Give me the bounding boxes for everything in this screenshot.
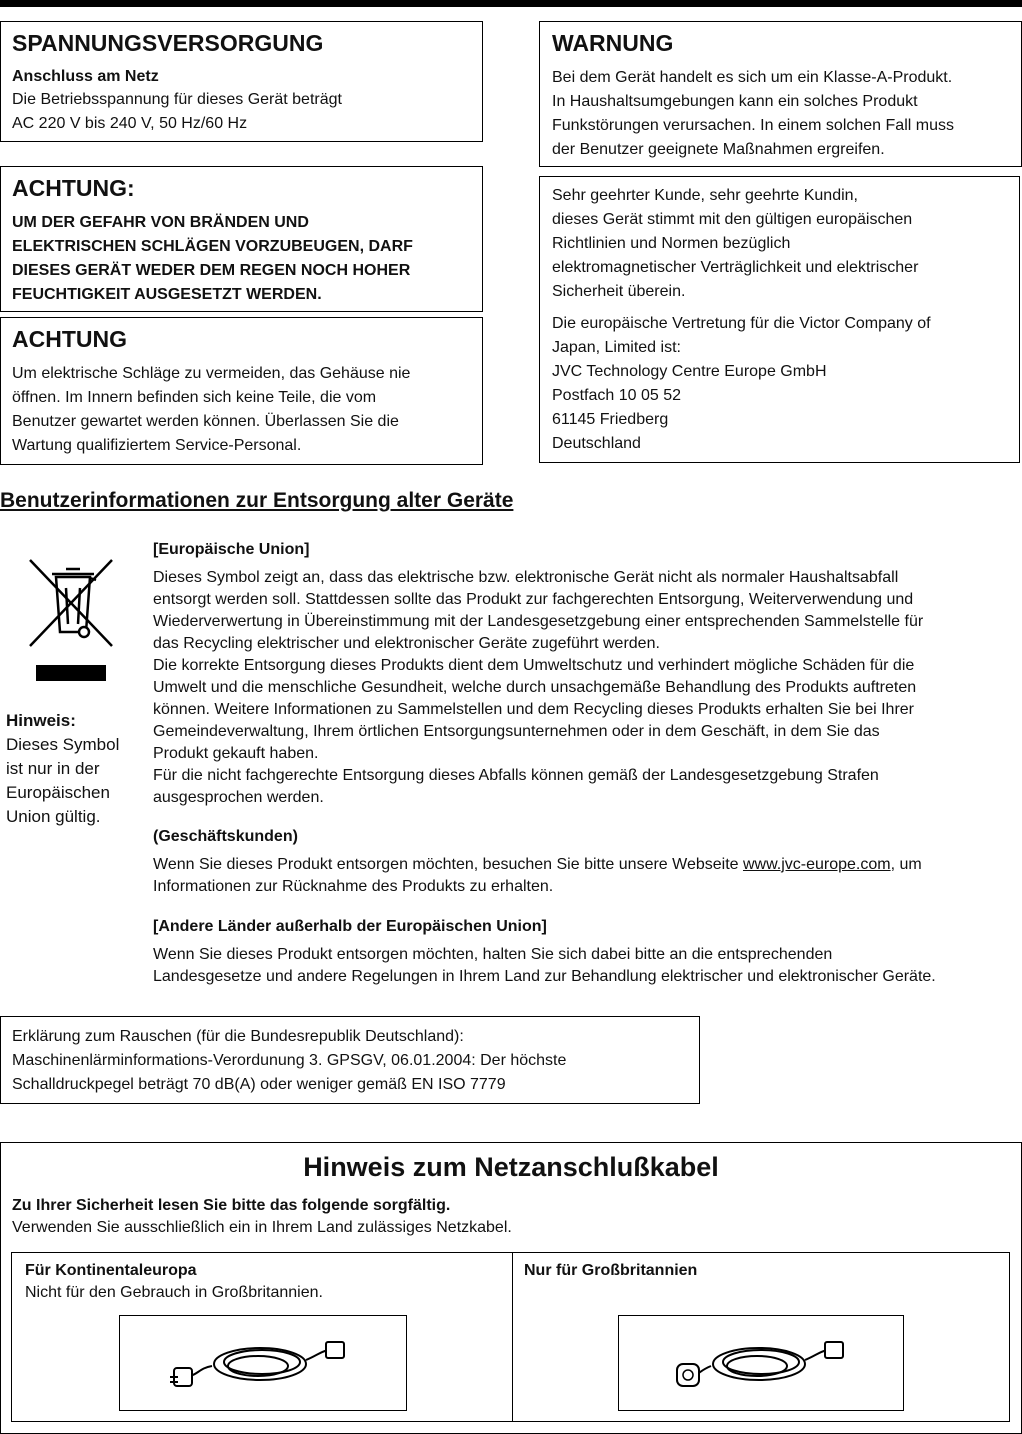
note-line: ist nur in der [6, 759, 100, 778]
eu-paragraph-line: das Recycling elektrischer und elektronischer Geräte zugeführt werden. [153, 635, 660, 652]
caution-fire-line: FEUCHTIGKEIT AUSGESETZT WERDEN. [12, 286, 322, 303]
customer-line: Richtlinien und Normen bezüglich [552, 235, 791, 252]
noise-declaration-box [0, 1016, 700, 1104]
other-countries-line: Wenn Sie dieses Produkt entsorgen möchten, halten Sie sich dabei bitte an die entsprechenden [153, 946, 833, 963]
caution-shock-box [0, 317, 483, 465]
customer-info-box [539, 176, 1020, 463]
eu-paragraph-line: Produkt gekauft haben. [153, 745, 319, 762]
caution-fire-title: ACHTUNG: [12, 175, 135, 201]
cable-col-continental [12, 1253, 513, 1421]
warning-line: In Haushaltsumgebungen kann ein solches Produkt [552, 93, 918, 110]
warning-line: Bei dem Gerät handelt es sich um ein Klasse-A-Produkt. [552, 69, 953, 86]
warning-box [539, 21, 1022, 167]
caution-fire-box [0, 166, 483, 312]
eu-paragraph-line: Für die nicht fachgerechte Entsorgung dieses Abfalls können gemäß der Landesgesetzgebung Strafen [153, 767, 879, 784]
disposal-note [6, 709, 146, 829]
warning-line: Funkstörungen verursachen. In einem solchen Fall muss [552, 117, 954, 134]
safety-line: Zu Ihrer Sicherheit lesen Sie bitte das folgende sorgfältig. [12, 1197, 451, 1214]
business-text: Wenn Sie dieses Produkt entsorgen möchten, besuchen Sie bitte unsere Webseite [153, 856, 743, 873]
power-supply-title: SPANNUNGSVERSORGUNG [12, 30, 324, 56]
warning-title: WARNUNG [552, 30, 674, 56]
continental-heading: Für Kontinentaleuropa [25, 1262, 197, 1279]
caution-shock-line: öffnen. Im Innern befinden sich keine Teile, die vom [12, 389, 377, 406]
business-line [153, 854, 1019, 876]
caution-fire-line: UM DER GEFAHR VON BRÄNDEN UND [12, 214, 309, 231]
representative-line: Die europäische Vertretung für die Victor Company of [552, 315, 931, 332]
note-line: Europäischen [6, 783, 110, 802]
representative-line: 61145 Friedberg [552, 411, 669, 428]
eu-power-cable-icon [119, 1315, 407, 1411]
other-countries-heading: [Andere Länder außerhalb der Europäischen Union] [153, 918, 547, 935]
disposal-body [153, 539, 1019, 988]
crossed-out-wheelie-bin-icon [26, 552, 116, 684]
representative-line: Deutschland [552, 435, 641, 452]
uk-power-cable-icon [618, 1315, 904, 1411]
power-supply-subtitle: Anschluss am Netz [12, 68, 159, 85]
eu-paragraph-line: ausgesprochen werden. [153, 789, 324, 806]
power-supply-line: Die Betriebsspannung für dieses Gerät beträgt [12, 91, 342, 108]
other-countries-line: Landesgesetze und andere Regelungen in Ihrem Land zur Behandlung elektrischer und elektronischer Geräte. [153, 968, 936, 985]
noise-line: Maschinenlärminformations-Verordunung 3. GPSGV, 06.01.2004: Der höchste [12, 1052, 567, 1069]
eu-heading: [Europäische Union] [153, 541, 310, 558]
eu-paragraph-line: Umwelt und die menschliche Gesundheit, welche durch unsachgemäße Behandlung des Produkts auftreten [153, 679, 917, 696]
caution-shock-line: Wartung qualifiziertem Service-Personal. [12, 437, 302, 454]
uk-heading: Nur für Großbritannien [524, 1262, 698, 1279]
power-cable-box [0, 1142, 1022, 1434]
caution-shock-line: Benutzer gewartet werden können. Überlassen Sie die [12, 413, 399, 430]
jvc-europe-link[interactable]: www.jvc-europe.com [742, 856, 891, 873]
note-label: Hinweis: [6, 711, 76, 730]
eu-paragraph-line: Dieses Symbol zeigt an, dass das elektrische bzw. elektronische Gerät nicht als normaler Haushaltsabfall [153, 569, 899, 586]
caution-shock-line: Um elektrische Schläge zu vermeiden, das Gehäuse nie [12, 365, 411, 382]
warning-line: der Benutzer geeignete Maßnahmen ergreifen. [552, 141, 885, 158]
caution-fire-line: DIESES GERÄT WEDER DEM REGEN NOCH HOHER [12, 262, 411, 279]
eu-paragraph-line: Gemeindeverwaltung, Ihrem örtlichen Entsorgungsunternehmen oder in dem Geschäft, in dem Sie das [153, 723, 880, 740]
eu-paragraph-line: können. Weitere Informationen zu Sammelstellen und dem Recycling dieses Produkts erhalten Sie bei Ihrer [153, 701, 914, 718]
eu-paragraph-line: entsorgt werden soll. Stattdessen sollte das Produkt zur fachgerechten Entsorgung, Weiterverwendung und [153, 591, 914, 608]
customer-line: Sehr geehrter Kunde, sehr geehrte Kundin, [552, 187, 858, 204]
power-cable-title: Hinweis zum Netzanschlußkabel [303, 1152, 719, 1182]
business-text-end: , um [890, 856, 922, 873]
caution-shock-title: ACHTUNG [12, 326, 127, 352]
customer-line: elektromagnetischer Verträglichkeit und elektrischer [552, 259, 919, 276]
power-supply-line: AC 220 V bis 240 V, 50 Hz/60 Hz [12, 115, 248, 132]
continental-text: Nicht für den Gebrauch in Großbritannien. [25, 1284, 323, 1301]
cable-table [11, 1252, 1010, 1422]
representative-line: Postfach 10 05 52 [552, 387, 681, 404]
noise-line: Schalldruckpegel beträgt 70 dB(A) oder weniger gemäß EN ISO 7779 [12, 1076, 506, 1093]
cable-col-uk [512, 1253, 1009, 1421]
disposal-section-title: Benutzerinformationen zur Entsorgung alter Geräte [0, 489, 514, 512]
eu-paragraph-line: Die korrekte Entsorgung dieses Produkts dient dem Umweltschutz und verhindert mögliche Schäden für die [153, 657, 915, 674]
customer-line: dieses Gerät stimmt mit den gültigen europäischen [552, 211, 913, 228]
representative-line: Japan, Limited ist: [552, 339, 681, 356]
business-heading: (Geschäftskunden) [153, 828, 298, 845]
customer-line: Sicherheit überein. [552, 283, 686, 300]
note-line: Dieses Symbol [6, 735, 120, 754]
caution-fire-line: ELEKTRISCHEN SCHLÄGEN VORZUBEUGEN, DARF [12, 238, 413, 255]
business-line-2: Informationen zur Rücknahme des Produkts zu erhalten. [153, 878, 554, 895]
noise-line: Erklärung zum Rauschen (für die Bundesrepublik Deutschland): [12, 1028, 464, 1045]
top-rule [0, 0, 1022, 7]
power-supply-box [0, 21, 483, 142]
eu-paragraph-line: Wiederverwertung in Übereinstimmung mit der Landesgesetzgebung einer entsprechenden Sammelstelle für [153, 613, 924, 630]
representative-line: JVC Technology Centre Europe GmbH [552, 363, 827, 380]
usage-line: Verwenden Sie ausschließlich ein in Ihrem Land zulässiges Netzkabel. [12, 1219, 512, 1236]
note-line: Union gültig. [6, 807, 101, 826]
